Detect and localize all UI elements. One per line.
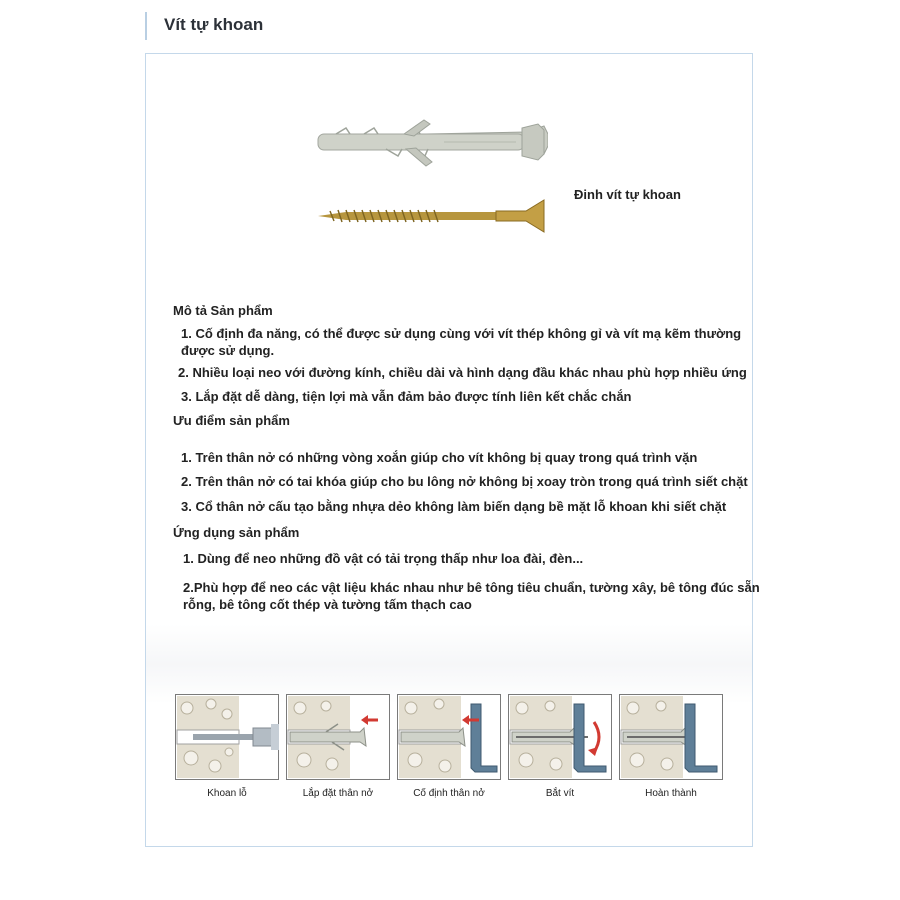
step-label-insert-anchor: Lắp đặt thân nở bbox=[302, 788, 374, 799]
advantage-item-3: 3. Cổ thân nở cấu tạo bằng nhựa dẻo không làm biến dạng bề mặt lỗ khoan khi siết chặt bbox=[181, 499, 727, 514]
step-label-complete: Hoàn thành bbox=[645, 788, 697, 799]
advantage-item-1: 1. Trên thân nở có những vòng xoắn giúp cho vít không bị quay trong quá trình vặn bbox=[181, 450, 698, 465]
description-item-1: 1. Cố định đa năng, có thể được sử dụng cùng với vít thép không gỉ và vít mạ kẽm thường bbox=[181, 326, 742, 341]
title-bar bbox=[145, 12, 757, 40]
step-complete-image bbox=[619, 694, 723, 780]
step-screw bbox=[508, 694, 612, 799]
application-item-2: 2.Phù hợp để neo các vật liệu khác nhau như bê tông tiêu chuẩn, tường xây, bê tông đúc sẵn bbox=[183, 580, 760, 595]
step-complete bbox=[619, 694, 723, 799]
application-item-2-cont: rỗng, bê tông cốt thép và tường tấm thạch cao bbox=[183, 597, 472, 612]
application-item-1: 1. Dùng để neo những đồ vật có tải trọng thấp như loa đài, đèn... bbox=[183, 551, 584, 566]
background-fade bbox=[146, 624, 752, 704]
step-label-fix-anchor: Cố định thân nở bbox=[413, 788, 485, 799]
step-drill-image bbox=[175, 694, 279, 780]
step-insert-anchor-image bbox=[286, 694, 390, 780]
step-drill bbox=[175, 694, 279, 799]
step-screw-image bbox=[508, 694, 612, 780]
step-insert-anchor bbox=[286, 694, 390, 799]
anchor-image bbox=[318, 120, 548, 166]
screw-image bbox=[318, 200, 544, 232]
description-item-3: 3. Lắp đặt dễ dàng, tiện lợi mà vẫn đảm bảo được tính liên kết chắc chắn bbox=[181, 389, 632, 404]
section-heading-description: Mô tả Sản phẩm bbox=[173, 303, 273, 318]
product-label: Đinh vít tự khoan bbox=[574, 187, 681, 202]
section-heading-advantages: Ưu điểm sản phẩm bbox=[173, 413, 290, 428]
description-item-2: 2. Nhiều loại neo với đường kính, chiều dài và hình dạng đầu khác nhau phù hợp nhiều ứng bbox=[178, 365, 747, 380]
step-fix-anchor bbox=[397, 694, 501, 799]
step-label-screw: Bắt vít bbox=[545, 788, 575, 799]
section-heading-applications: Ứng dụng sản phẩm bbox=[173, 525, 300, 540]
description-item-1-cont: được sử dụng. bbox=[181, 343, 275, 358]
step-fix-anchor-image bbox=[397, 694, 501, 780]
installation-steps bbox=[175, 694, 735, 814]
step-label-drill: Khoan lỗ bbox=[207, 788, 247, 799]
advantage-item-2: 2. Trên thân nở có tai khóa giúp cho bu lông nở không bị xoay tròn trong quá trình siết chặt bbox=[181, 474, 748, 489]
page-title: Vít tự khoan bbox=[164, 15, 264, 34]
product-image bbox=[316, 116, 548, 236]
product-card bbox=[145, 53, 760, 847]
